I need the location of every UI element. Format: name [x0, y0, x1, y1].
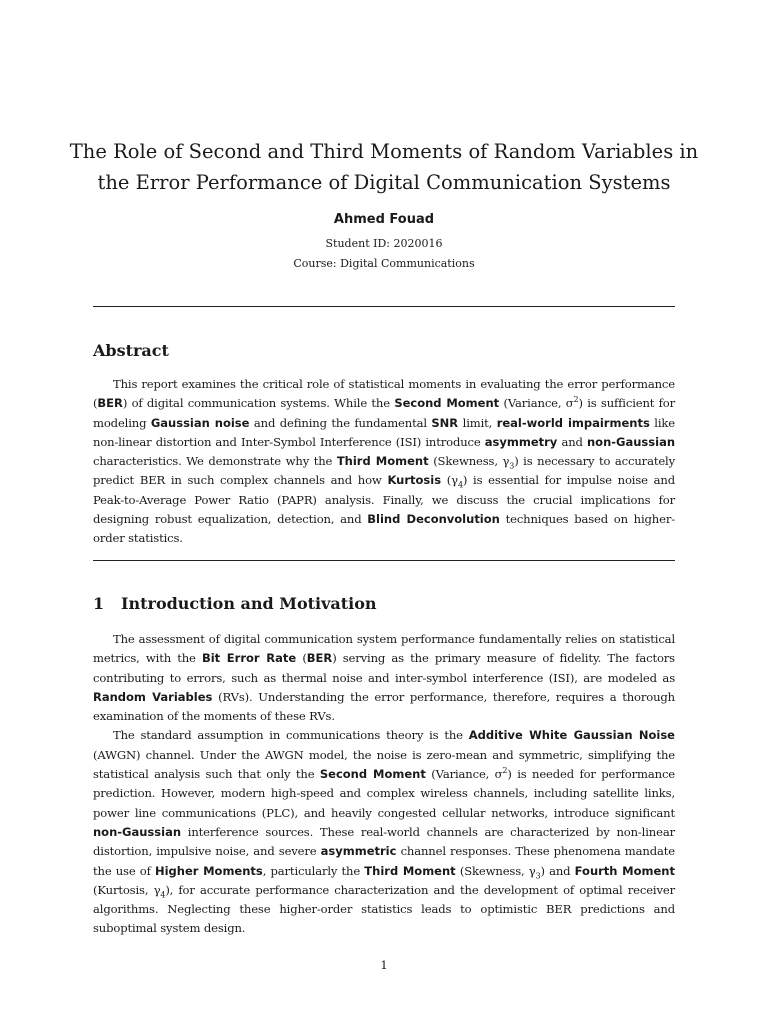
section-1-heading	[93, 594, 377, 613]
section-1-body	[93, 630, 675, 939]
abstract-body	[93, 375, 675, 549]
page-number: 1	[380, 958, 388, 972]
abstract-paragraph: This report examines the critical role of statistical moments in evaluating the error performance (BER) of digital communication systems. While the Second Moment (Variance, $\sigma^2$) is sufficient for modeling Gaussian noise and defining the fundamental SNR limit, real-world impairments like non-linear distortion and Inter-Symbol Interference (ISI) introduce asymmetry and non-Gaussian characteristics. We demonstrate why the Third Moment (Skewness, $\gamma_3$) is necessary to accurately predict BER in such complex channels and how Kurtosis $(\gamma_4)$ is essential for impulse noise and Peak-to-Average Power Ratio (PAPR) analysis. Finally, we discuss the crucial implications for designing robust equalization, detection, and Blind Deconvolution techniques based on higher-order statistics.	[93, 377, 676, 546]
intro-paragraph-1: The assessment of digital communication system performance fundamentally relies on statistical metrics, with the Bit Error Rate (BER) serving as the primary measure of fidelity. The factors contributing to errors, such as thermal noise and inter-symbol interference (ISI), are modeled as Random Variables (RVs). Understanding the error performance, therefore, requires a thorough examination of the moments of these RVs.	[93, 632, 675, 724]
top-divider	[93, 306, 675, 307]
abstract-heading: Abstract	[93, 341, 169, 360]
intro-paragraph-2: The standard assumption in communications theory is the Additive White Gaussian Noise (AWGN) channel. Under the AWGN model, the noise is zero-mean and symmetric, simplifying the statistical analysis such that only the Second Moment (Variance, $\sigma^2$) is needed for performance prediction. However, modern high-speed and complex wireless channels, including satellite links, power line communications (PLC), and heavily congested cellular networks, introduce significant non-Gaussian interference sources. These real-world channels are characterized by non-linear distortion, impulsive noise, and severe asymmetric channel responses. These phenomena mandate the use of Higher Moments, particularly the Third Moment (Skewness, $\gamma_3$) and Fourth Moment (Kurtosis, $\gamma_4$), for accurate performance characterization and the development of optimal receiver algorithms. Neglecting these higher-order statistics leads to optimistic BER predictions and suboptimal system design.	[93, 728, 675, 936]
author-name: Ahmed Fouad	[333, 212, 435, 227]
student-id: Student ID: 2020016	[325, 237, 443, 250]
abstract-divider	[93, 560, 675, 561]
course-name: Course: Digital Communications	[293, 257, 475, 270]
section-number: 1	[93, 594, 105, 613]
paper-title: The Role of Second and Third Moments of Random Variables in the Error Performance of Digital Communication Systems	[69, 140, 699, 194]
section-title: Introduction and Motivation	[121, 594, 377, 613]
